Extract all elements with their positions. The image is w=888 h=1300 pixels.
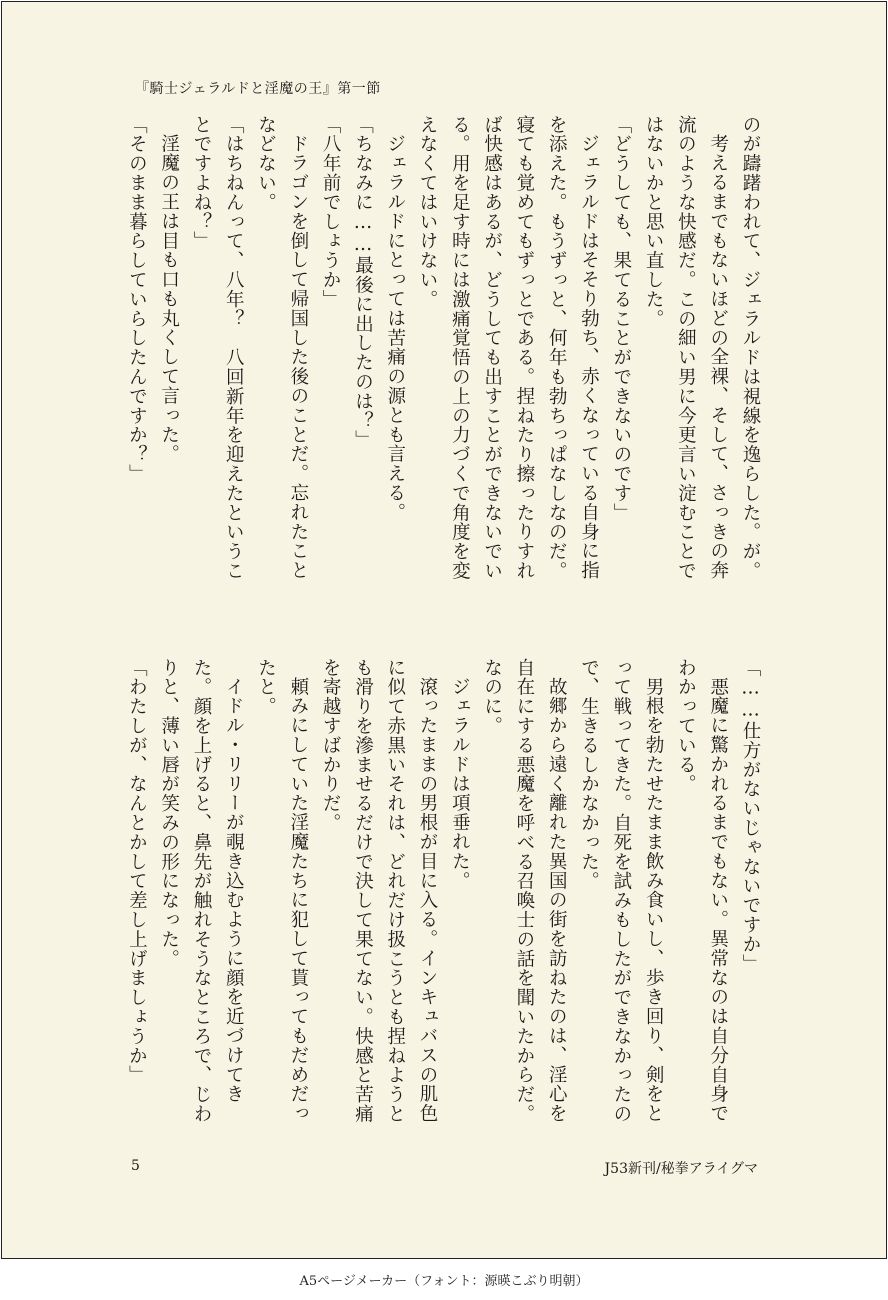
- paragraph: 「……仕方がないじゃないですか」: [740, 658, 761, 974]
- paragraph: ジェラルドは項垂れた。: [449, 676, 471, 890]
- paragraph: 滾ったままの男根が目に入る。インキュバスの肌色に似て赤黒いそれは、どれだけ扱こうとも捏ねようとも滑りを滲ませるだけで決して果てない。快感と苦痛を寄越すばかりだ。: [320, 658, 439, 1124]
- paragraph: 「わたしが、なんとかして差し上げましょうか」: [126, 658, 148, 1085]
- running-head-title: 『騎士ジェラルドと淫魔の王』第一節: [135, 81, 381, 97]
- paragraph: 「そのまま暮らしていらしたんですか？」: [126, 115, 148, 484]
- paragraph: 考えるまでもないほどの全裸、そして、さっきの奔流のような快感だ。この細い男に今更言い淀むことではないかと思い直した。: [643, 115, 729, 581]
- paragraph: 男根を勃たせたまま飲み食いし、歩き回り、剣をとって戦ってきた。自死を試みもしたができなかったので、生きるしかなかった。: [578, 658, 665, 1124]
- paragraph: 「はちねんって、八年？ 八回新年を迎えたということですよね？」: [190, 115, 245, 581]
- caption: A5ページメーカー（フォント：源暎こぶり明朝）: [299, 1274, 589, 1289]
- paragraph: 淫魔の王は目も口も丸くして言った。: [158, 133, 180, 464]
- paragraph: イドル・リリーが覗き込むように顔を近づけてきた。顔を上げると、鼻先が触れそうなところで、じわりと、薄い唇が笑みの形になった。: [158, 658, 245, 1124]
- paragraph: 頼みにしていた淫魔たちに犯して貰ってもだめだったと。: [255, 658, 309, 1123]
- body-lower-column: [126, 658, 766, 1128]
- paragraph: ジェラルドにとっては苦痛の源とも言える。: [384, 133, 406, 522]
- paragraph: 「どうしても、果てることができないのです」: [610, 115, 632, 523]
- paragraph: 故郷から遠く離れた異国の街を訪ねたのは、淫心を自在にする悪魔を呼べる召喚士の話を聞いたからだ。なのに。: [481, 658, 568, 1124]
- body-upper-column: [126, 115, 766, 585]
- page: [1, 1, 887, 1259]
- paragraph: ジェラルドはそそり勃ち、赤くなっている自身に指を添えた。もうずっと、何年も勃ちっぱなしなのだ。寝ても覚めてもずっとである。捏ねたり擦ったりすれば快感はあるが、どうしても出すことができないでいる。用を足す時には激痛覚悟の上の力づくで角度を変えなくてはいけない。: [417, 115, 600, 581]
- book-info: J53新刊/秘拳アライグマ: [604, 1161, 758, 1177]
- paragraph: ドラゴンを倒して帰国した後のことだ。忘れたことなどない。: [255, 115, 309, 580]
- paragraph: のが躊躇われて、ジェラルドは視線を逸らした。が。: [740, 115, 761, 581]
- page-number: 5: [131, 1158, 140, 1174]
- paragraph: 悪魔に驚かれるまでもない。異常なのは自分自身でわかっている。: [675, 658, 729, 1123]
- paragraph: 「ちなみに……最後に出したのは？」: [352, 115, 374, 450]
- paragraph: 「八年前でしょうか」: [320, 115, 342, 309]
